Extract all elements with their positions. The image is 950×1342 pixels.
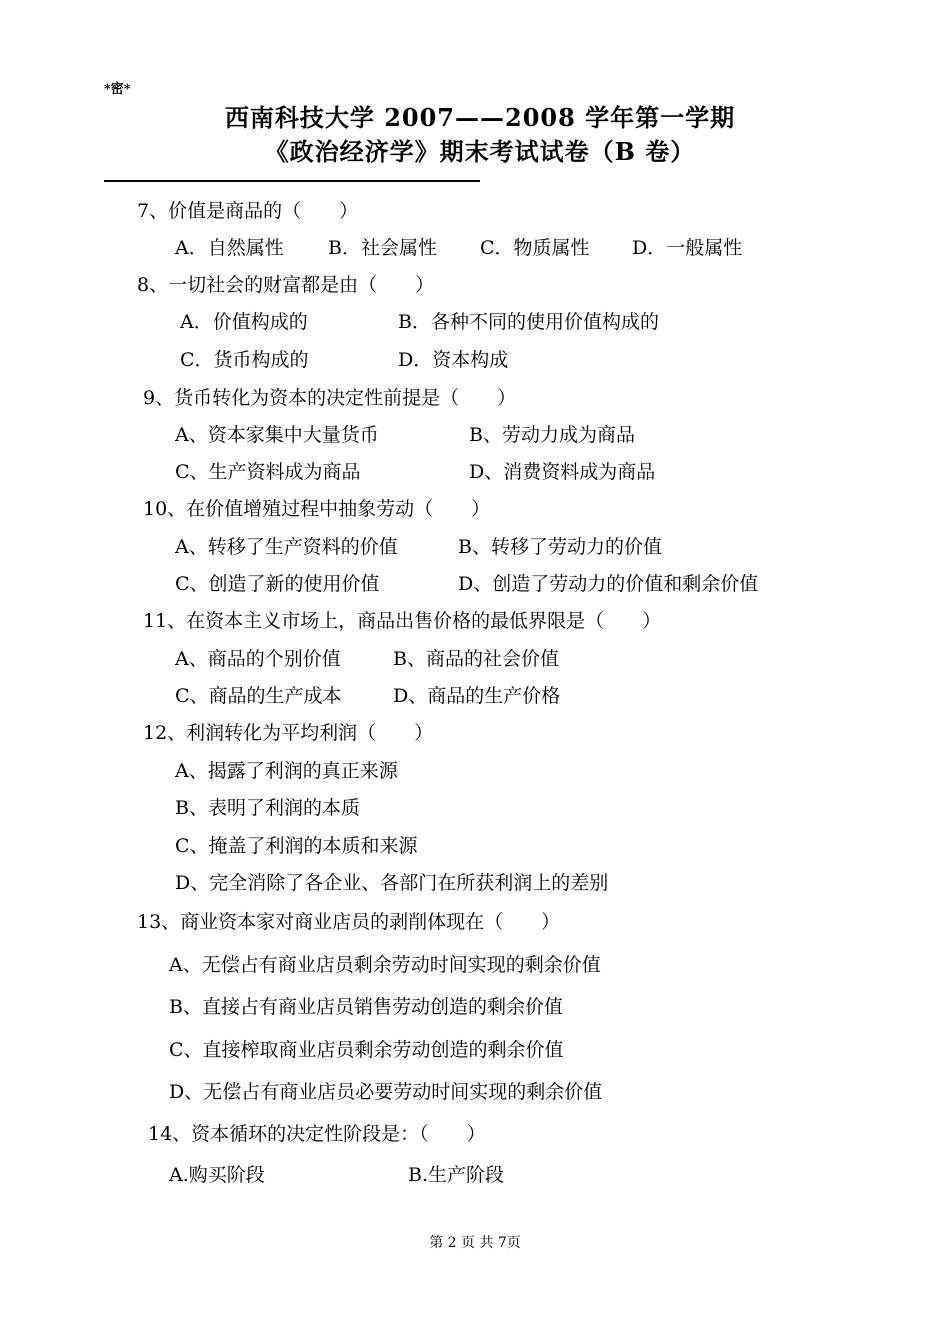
question-13-option-d: D、无偿占有商业店员必要劳动时间实现的剩余价值 (169, 1081, 603, 1103)
exam-title-line1: 西南科技大学 2007——2008 学年第一学期 (224, 103, 736, 132)
question-10-option-a: A、转移了生产资料的价值 (175, 536, 398, 558)
question-14-stem: 14、资本循环的决定性阶段是：（ ） (148, 1123, 486, 1145)
question-10-stem: 10、在价值增殖过程中抽象劳动（ ） (143, 498, 491, 520)
question-9-stem: 9、货币转化为资本的决定性前提是（ ） (143, 387, 517, 409)
question-9-option-c: C、生产资料成为商品 (175, 461, 361, 483)
secret-mark: *密* (104, 82, 131, 97)
header-rule (104, 180, 480, 182)
question-13-option-c: C、直接榨取商业店员剩余劳动创造的剩余价值 (169, 1039, 564, 1061)
question-7-option-c: C．物质属性 (480, 237, 590, 259)
question-10-option-c: C、创造了新的使用价值 (175, 573, 380, 595)
question-9-option-a: A、资本家集中大量货币 (175, 424, 379, 446)
question-7-option-b: B．社会属性 (328, 237, 437, 259)
question-12-option-c: C、掩盖了利润的本质和来源 (175, 835, 418, 857)
question-11-option-a: A、商品的个别价值 (175, 648, 341, 670)
question-9-option-b: B、劳动力成为商品 (469, 424, 635, 446)
question-11-stem: 11、在资本主义市场上，商品出售价格的最低界限是（ ） (143, 610, 662, 632)
exam-title-line2: 《政治经济学》期末考试试卷（B 卷） (264, 137, 696, 166)
question-8-option-c: C．货币构成的 (180, 349, 309, 371)
question-8-option-b: B．各种不同的使用价值构成的 (398, 311, 659, 333)
question-8-option-d: D．资本构成 (398, 349, 509, 371)
question-14-option-b: B.生产阶段 (408, 1164, 505, 1186)
question-13-stem: 13、商业资本家对商业店员的剥削体现在（ ） (137, 911, 561, 933)
question-10-option-b: B、转移了劳动力的价值 (458, 536, 662, 558)
question-13-option-b: B、直接占有商业店员销售劳动创造的剩余价值 (169, 996, 563, 1018)
question-12-stem: 12、利润转化为平均利润（ ） (143, 722, 434, 744)
question-11-option-c: C、商品的生产成本 (175, 685, 342, 707)
question-11-option-d: D、商品的生产价格 (393, 685, 561, 707)
question-11-option-b: B、商品的社会价值 (393, 648, 559, 670)
question-10-option-d: D、创造了劳动力的价值和剩余价值 (458, 573, 759, 595)
question-8-stem: 8、一切社会的财富都是由（ ） (137, 274, 435, 296)
question-8-option-a: A．价值构成的 (180, 311, 308, 333)
question-12-option-a: A、揭露了利润的真正来源 (175, 760, 398, 782)
question-9-option-d: D、消费资料成为商品 (469, 461, 656, 483)
question-13-option-a: A、无偿占有商业店员剩余劳动时间实现的剩余价值 (169, 954, 601, 976)
page-footer: 第 2 页 共 7页 (429, 1235, 521, 1251)
question-7-option-a: A．自然属性 (175, 237, 284, 259)
question-7-stem: 7、价值是商品的（ ） (137, 200, 359, 222)
question-12-option-d: D、完全消除了各企业、各部门在所获利润上的差别 (175, 872, 609, 894)
question-14-option-a: A.购买阶段 (169, 1164, 265, 1186)
question-7-option-d: D．一般属性 (632, 237, 743, 259)
question-12-option-b: B、表明了利润的本质 (175, 797, 360, 819)
